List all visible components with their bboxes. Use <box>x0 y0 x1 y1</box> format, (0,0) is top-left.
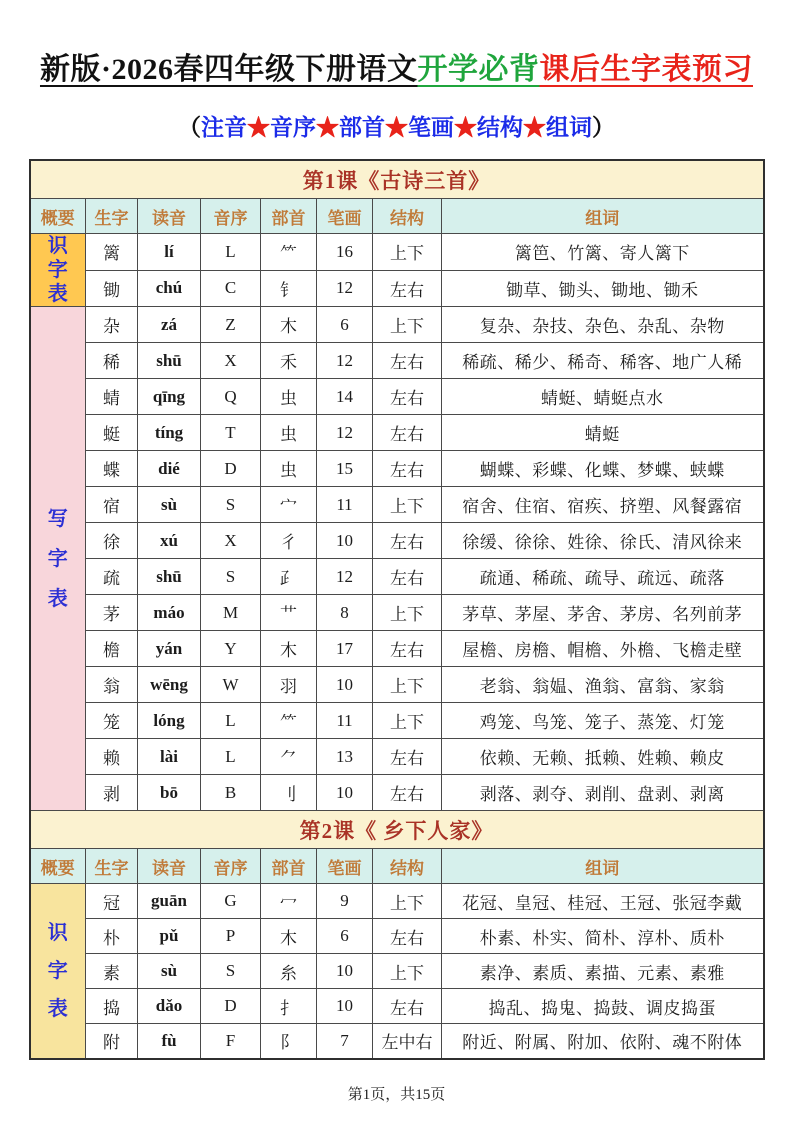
radical-cell: 艹 <box>261 595 317 631</box>
pinyin-cell: shū <box>138 343 201 379</box>
structure-cell: 左右 <box>373 523 442 559</box>
char-cell: 徐 <box>86 523 138 559</box>
section-title: 第1课《古诗三首》 <box>30 160 764 199</box>
summary-group-char: 字 <box>47 959 68 982</box>
words-cell: 复杂、杂技、杂色、杂乱、杂物 <box>442 307 764 343</box>
section-title-row <box>30 160 764 199</box>
structure-cell: 上下 <box>373 884 442 919</box>
summary-group-char: 表 <box>47 997 68 1020</box>
structure-cell: 左右 <box>373 631 442 667</box>
char-cell: 笼 <box>86 703 138 739</box>
page-title-green: 开学必背 <box>417 53 540 86</box>
radical-cell: 羽 <box>261 667 317 703</box>
char-cell: 稀 <box>86 343 138 379</box>
radical-cell: ⺪ <box>261 559 317 595</box>
char-cell: 杂 <box>86 307 138 343</box>
radical-cell: ⺮ <box>261 703 317 739</box>
pinyin-cell: zá <box>138 307 201 343</box>
column-header: 生字 <box>86 849 138 884</box>
words-cell: 蜻蜓 <box>442 415 764 451</box>
strokes-cell: 10 <box>317 667 373 703</box>
initial-cell: F <box>201 1024 261 1059</box>
pinyin-cell: lóng <box>138 703 201 739</box>
char-cell: 剥 <box>86 775 138 811</box>
strokes-cell: 11 <box>317 487 373 523</box>
summary-group-char: 识 <box>47 921 68 944</box>
pinyin-cell: lí <box>138 234 201 271</box>
char-cell: 蜓 <box>86 415 138 451</box>
strokes-cell: 13 <box>317 739 373 775</box>
subtitle-item: 组词 <box>546 115 592 140</box>
words-cell: 捣乱、捣鬼、捣鼓、调皮捣蛋 <box>442 989 764 1024</box>
summary-group-cell <box>30 884 86 1059</box>
column-header: 读音 <box>138 849 201 884</box>
structure-cell: 上下 <box>373 234 442 271</box>
page-title <box>0 0 793 88</box>
radical-cell: 木 <box>261 631 317 667</box>
subtitle-item: 部首 <box>339 115 385 140</box>
char-cell: 蝶 <box>86 451 138 487</box>
strokes-cell: 11 <box>317 703 373 739</box>
structure-cell: 上下 <box>373 307 442 343</box>
words-cell: 篱笆、竹篱、寄人篱下 <box>442 234 764 271</box>
page-title-red: 课后生字表预习 <box>539 53 753 86</box>
initial-cell: C <box>201 270 261 307</box>
pinyin-cell: qīng <box>138 379 201 415</box>
strokes-cell: 8 <box>317 595 373 631</box>
pinyin-cell: pǔ <box>138 919 201 954</box>
words-cell: 徐缓、徐徐、姓徐、徐氏、清风徐来 <box>442 523 764 559</box>
words-cell: 宿舍、住宿、宿疾、挤塑、风餐露宿 <box>442 487 764 523</box>
radical-cell: 彳 <box>261 523 317 559</box>
strokes-cell: 17 <box>317 631 373 667</box>
char-cell: 宿 <box>86 487 138 523</box>
initial-cell: L <box>201 703 261 739</box>
table-row <box>30 487 764 523</box>
table-row <box>30 884 764 919</box>
table-row <box>30 559 764 595</box>
subtitle-item: 结构 <box>477 115 523 140</box>
column-header: 部首 <box>261 199 317 234</box>
words-cell: 锄草、锄头、锄地、锄禾 <box>442 270 764 307</box>
table-row <box>30 667 764 703</box>
table-row <box>30 415 764 451</box>
radical-cell: 虫 <box>261 379 317 415</box>
subtitle-star-icon: ★ <box>523 115 546 140</box>
initial-cell: G <box>201 884 261 919</box>
radical-cell: 虫 <box>261 415 317 451</box>
structure-cell: 上下 <box>373 954 442 989</box>
initial-cell: D <box>201 989 261 1024</box>
summary-group-cell <box>30 234 86 307</box>
table-row <box>30 1024 764 1059</box>
initial-cell: W <box>201 667 261 703</box>
char-cell: 锄 <box>86 270 138 307</box>
radical-cell: 阝 <box>261 1024 317 1059</box>
subtitle-item: 音序 <box>270 115 316 140</box>
pinyin-cell: shū <box>138 559 201 595</box>
subtitle-star-icon: ★ <box>316 115 339 140</box>
strokes-cell: 6 <box>317 919 373 954</box>
table-row <box>30 919 764 954</box>
page-subtitle <box>0 109 793 142</box>
initial-cell: S <box>201 487 261 523</box>
words-cell: 稀疏、稀少、稀奇、稀客、地广人稀 <box>442 343 764 379</box>
structure-cell: 上下 <box>373 703 442 739</box>
words-cell: 蝴蝶、彩蝶、化蝶、梦蝶、蛱蝶 <box>442 451 764 487</box>
pinyin-cell: sù <box>138 487 201 523</box>
structure-cell: 左右 <box>373 343 442 379</box>
char-cell: 蜻 <box>86 379 138 415</box>
structure-cell: 左右 <box>373 989 442 1024</box>
radical-cell: 木 <box>261 919 317 954</box>
summary-group-char: 识 <box>47 235 68 257</box>
section-title: 第2课《 乡下人家》 <box>30 811 764 849</box>
radical-cell: 刂 <box>261 775 317 811</box>
initial-cell: X <box>201 343 261 379</box>
subtitle-star-icon: ★ <box>385 115 408 140</box>
char-cell: 翁 <box>86 667 138 703</box>
vocab-table <box>29 159 765 1060</box>
strokes-cell: 10 <box>317 989 373 1024</box>
radical-cell: 木 <box>261 307 317 343</box>
strokes-cell: 14 <box>317 379 373 415</box>
words-cell: 朴素、朴实、简朴、淳朴、质朴 <box>442 919 764 954</box>
column-header: 笔画 <box>317 199 373 234</box>
strokes-cell: 6 <box>317 307 373 343</box>
char-cell: 朴 <box>86 919 138 954</box>
pinyin-cell: lài <box>138 739 201 775</box>
subtitle-close-paren: ） <box>592 115 615 140</box>
words-cell: 蜻蜓、蜻蜓点水 <box>442 379 764 415</box>
strokes-cell: 10 <box>317 523 373 559</box>
words-cell: 附近、附属、附加、依附、魂不附体 <box>442 1024 764 1059</box>
column-header: 笔画 <box>317 849 373 884</box>
table-row <box>30 775 764 811</box>
summary-group-label <box>31 507 86 611</box>
column-header: 结构 <box>373 849 442 884</box>
summary-group-char: 写 <box>47 507 68 530</box>
column-header: 生字 <box>86 199 138 234</box>
radical-cell: 禾 <box>261 343 317 379</box>
column-header: 概要 <box>30 849 86 884</box>
structure-cell: 上下 <box>373 487 442 523</box>
table-row <box>30 631 764 667</box>
radical-cell: 钅 <box>261 270 317 307</box>
structure-cell: 左右 <box>373 415 442 451</box>
strokes-cell: 16 <box>317 234 373 271</box>
table-section <box>30 160 764 811</box>
structure-cell: 左右 <box>373 739 442 775</box>
strokes-cell: 15 <box>317 451 373 487</box>
char-cell: 冠 <box>86 884 138 919</box>
table-row <box>30 595 764 631</box>
structure-cell: 左中右 <box>373 1024 442 1059</box>
pinyin-cell: dǎo <box>138 989 201 1024</box>
char-cell: 捣 <box>86 989 138 1024</box>
words-cell: 花冠、皇冠、桂冠、王冠、张冠李戴 <box>442 884 764 919</box>
strokes-cell: 7 <box>317 1024 373 1059</box>
strokes-cell: 12 <box>317 559 373 595</box>
column-header-row <box>30 849 764 884</box>
initial-cell: Q <box>201 379 261 415</box>
summary-group-label <box>31 234 86 306</box>
summary-group-char: 字 <box>47 547 68 570</box>
column-header: 组词 <box>442 849 764 884</box>
char-cell: 疏 <box>86 559 138 595</box>
strokes-cell: 12 <box>317 270 373 307</box>
table-row <box>30 739 764 775</box>
pinyin-cell: fù <box>138 1024 201 1059</box>
words-cell: 茅草、茅屋、茅舍、茅房、名列前茅 <box>442 595 764 631</box>
structure-cell: 左右 <box>373 270 442 307</box>
initial-cell: Y <box>201 631 261 667</box>
words-cell: 依赖、无赖、抵赖、姓赖、赖皮 <box>442 739 764 775</box>
initial-cell: P <box>201 919 261 954</box>
initial-cell: Z <box>201 307 261 343</box>
initial-cell: B <box>201 775 261 811</box>
table-row <box>30 703 764 739</box>
pinyin-cell: guān <box>138 884 201 919</box>
char-cell: 篱 <box>86 234 138 271</box>
structure-cell: 左右 <box>373 775 442 811</box>
radical-cell: ⺈ <box>261 739 317 775</box>
page-title-black: 新版·2026春四年级下册语文 <box>39 53 418 86</box>
column-header: 音序 <box>201 849 261 884</box>
column-header: 部首 <box>261 849 317 884</box>
pinyin-cell: sù <box>138 954 201 989</box>
column-header: 音序 <box>201 199 261 234</box>
table-section <box>30 811 764 1059</box>
table-row <box>30 989 764 1024</box>
char-cell: 素 <box>86 954 138 989</box>
pinyin-cell: chú <box>138 270 201 307</box>
initial-cell: D <box>201 451 261 487</box>
pinyin-cell: xú <box>138 523 201 559</box>
initial-cell: X <box>201 523 261 559</box>
summary-group-char: 字 <box>47 259 68 281</box>
structure-cell: 上下 <box>373 667 442 703</box>
char-cell: 茅 <box>86 595 138 631</box>
strokes-cell: 12 <box>317 343 373 379</box>
table-row <box>30 270 764 307</box>
words-cell: 疏通、稀疏、疏导、疏远、疏落 <box>442 559 764 595</box>
words-cell: 素净、素质、素描、元素、素雅 <box>442 954 764 989</box>
pinyin-cell: dié <box>138 451 201 487</box>
char-cell: 檐 <box>86 631 138 667</box>
char-cell: 赖 <box>86 739 138 775</box>
radical-cell: 糸 <box>261 954 317 989</box>
strokes-cell: 10 <box>317 775 373 811</box>
radical-cell: 宀 <box>261 487 317 523</box>
subtitle-item: 笔画 <box>408 115 454 140</box>
column-header: 结构 <box>373 199 442 234</box>
structure-cell: 左右 <box>373 919 442 954</box>
table-row <box>30 523 764 559</box>
words-cell: 鸡笼、鸟笼、笼子、蒸笼、灯笼 <box>442 703 764 739</box>
words-cell: 屋檐、房檐、帽檐、外檐、飞檐走壁 <box>442 631 764 667</box>
table-row <box>30 379 764 415</box>
initial-cell: S <box>201 954 261 989</box>
radical-cell: 虫 <box>261 451 317 487</box>
radical-cell: 冖 <box>261 884 317 919</box>
structure-cell: 左右 <box>373 379 442 415</box>
initial-cell: T <box>201 415 261 451</box>
strokes-cell: 12 <box>317 415 373 451</box>
page-footer: 第1页，共15页 <box>347 1087 446 1103</box>
subtitle-star-icon: ★ <box>454 115 477 140</box>
words-cell: 老翁、翁媪、渔翁、富翁、家翁 <box>442 667 764 703</box>
subtitle-star-icon: ★ <box>247 115 270 140</box>
table-row <box>30 343 764 379</box>
strokes-cell: 9 <box>317 884 373 919</box>
pinyin-cell: tíng <box>138 415 201 451</box>
radical-cell: 扌 <box>261 989 317 1024</box>
summary-group-char: 表 <box>47 587 68 610</box>
initial-cell: L <box>201 234 261 271</box>
structure-cell: 左右 <box>373 559 442 595</box>
words-cell: 剥落、剥夺、剥削、盘剥、剥离 <box>442 775 764 811</box>
pinyin-cell: máo <box>138 595 201 631</box>
subtitle-open-paren: （ <box>178 115 201 140</box>
column-header: 读音 <box>138 199 201 234</box>
pinyin-cell: yán <box>138 631 201 667</box>
table-row <box>30 307 764 343</box>
initial-cell: M <box>201 595 261 631</box>
structure-cell: 左右 <box>373 451 442 487</box>
summary-group-cell <box>30 307 86 811</box>
pinyin-cell: wēng <box>138 667 201 703</box>
radical-cell: ⺮ <box>261 234 317 271</box>
structure-cell: 上下 <box>373 595 442 631</box>
table-row <box>30 954 764 989</box>
strokes-cell: 10 <box>317 954 373 989</box>
subtitle-item: 注音 <box>201 115 247 140</box>
initial-cell: S <box>201 559 261 595</box>
pinyin-cell: bō <box>138 775 201 811</box>
table-row <box>30 234 764 271</box>
column-header-row <box>30 199 764 234</box>
column-header: 组词 <box>442 199 764 234</box>
table-row <box>30 451 764 487</box>
summary-group-char: 表 <box>47 283 68 305</box>
section-title-row <box>30 811 764 849</box>
char-cell: 附 <box>86 1024 138 1059</box>
initial-cell: L <box>201 739 261 775</box>
column-header: 概要 <box>30 199 86 234</box>
summary-group-label <box>31 921 86 1021</box>
